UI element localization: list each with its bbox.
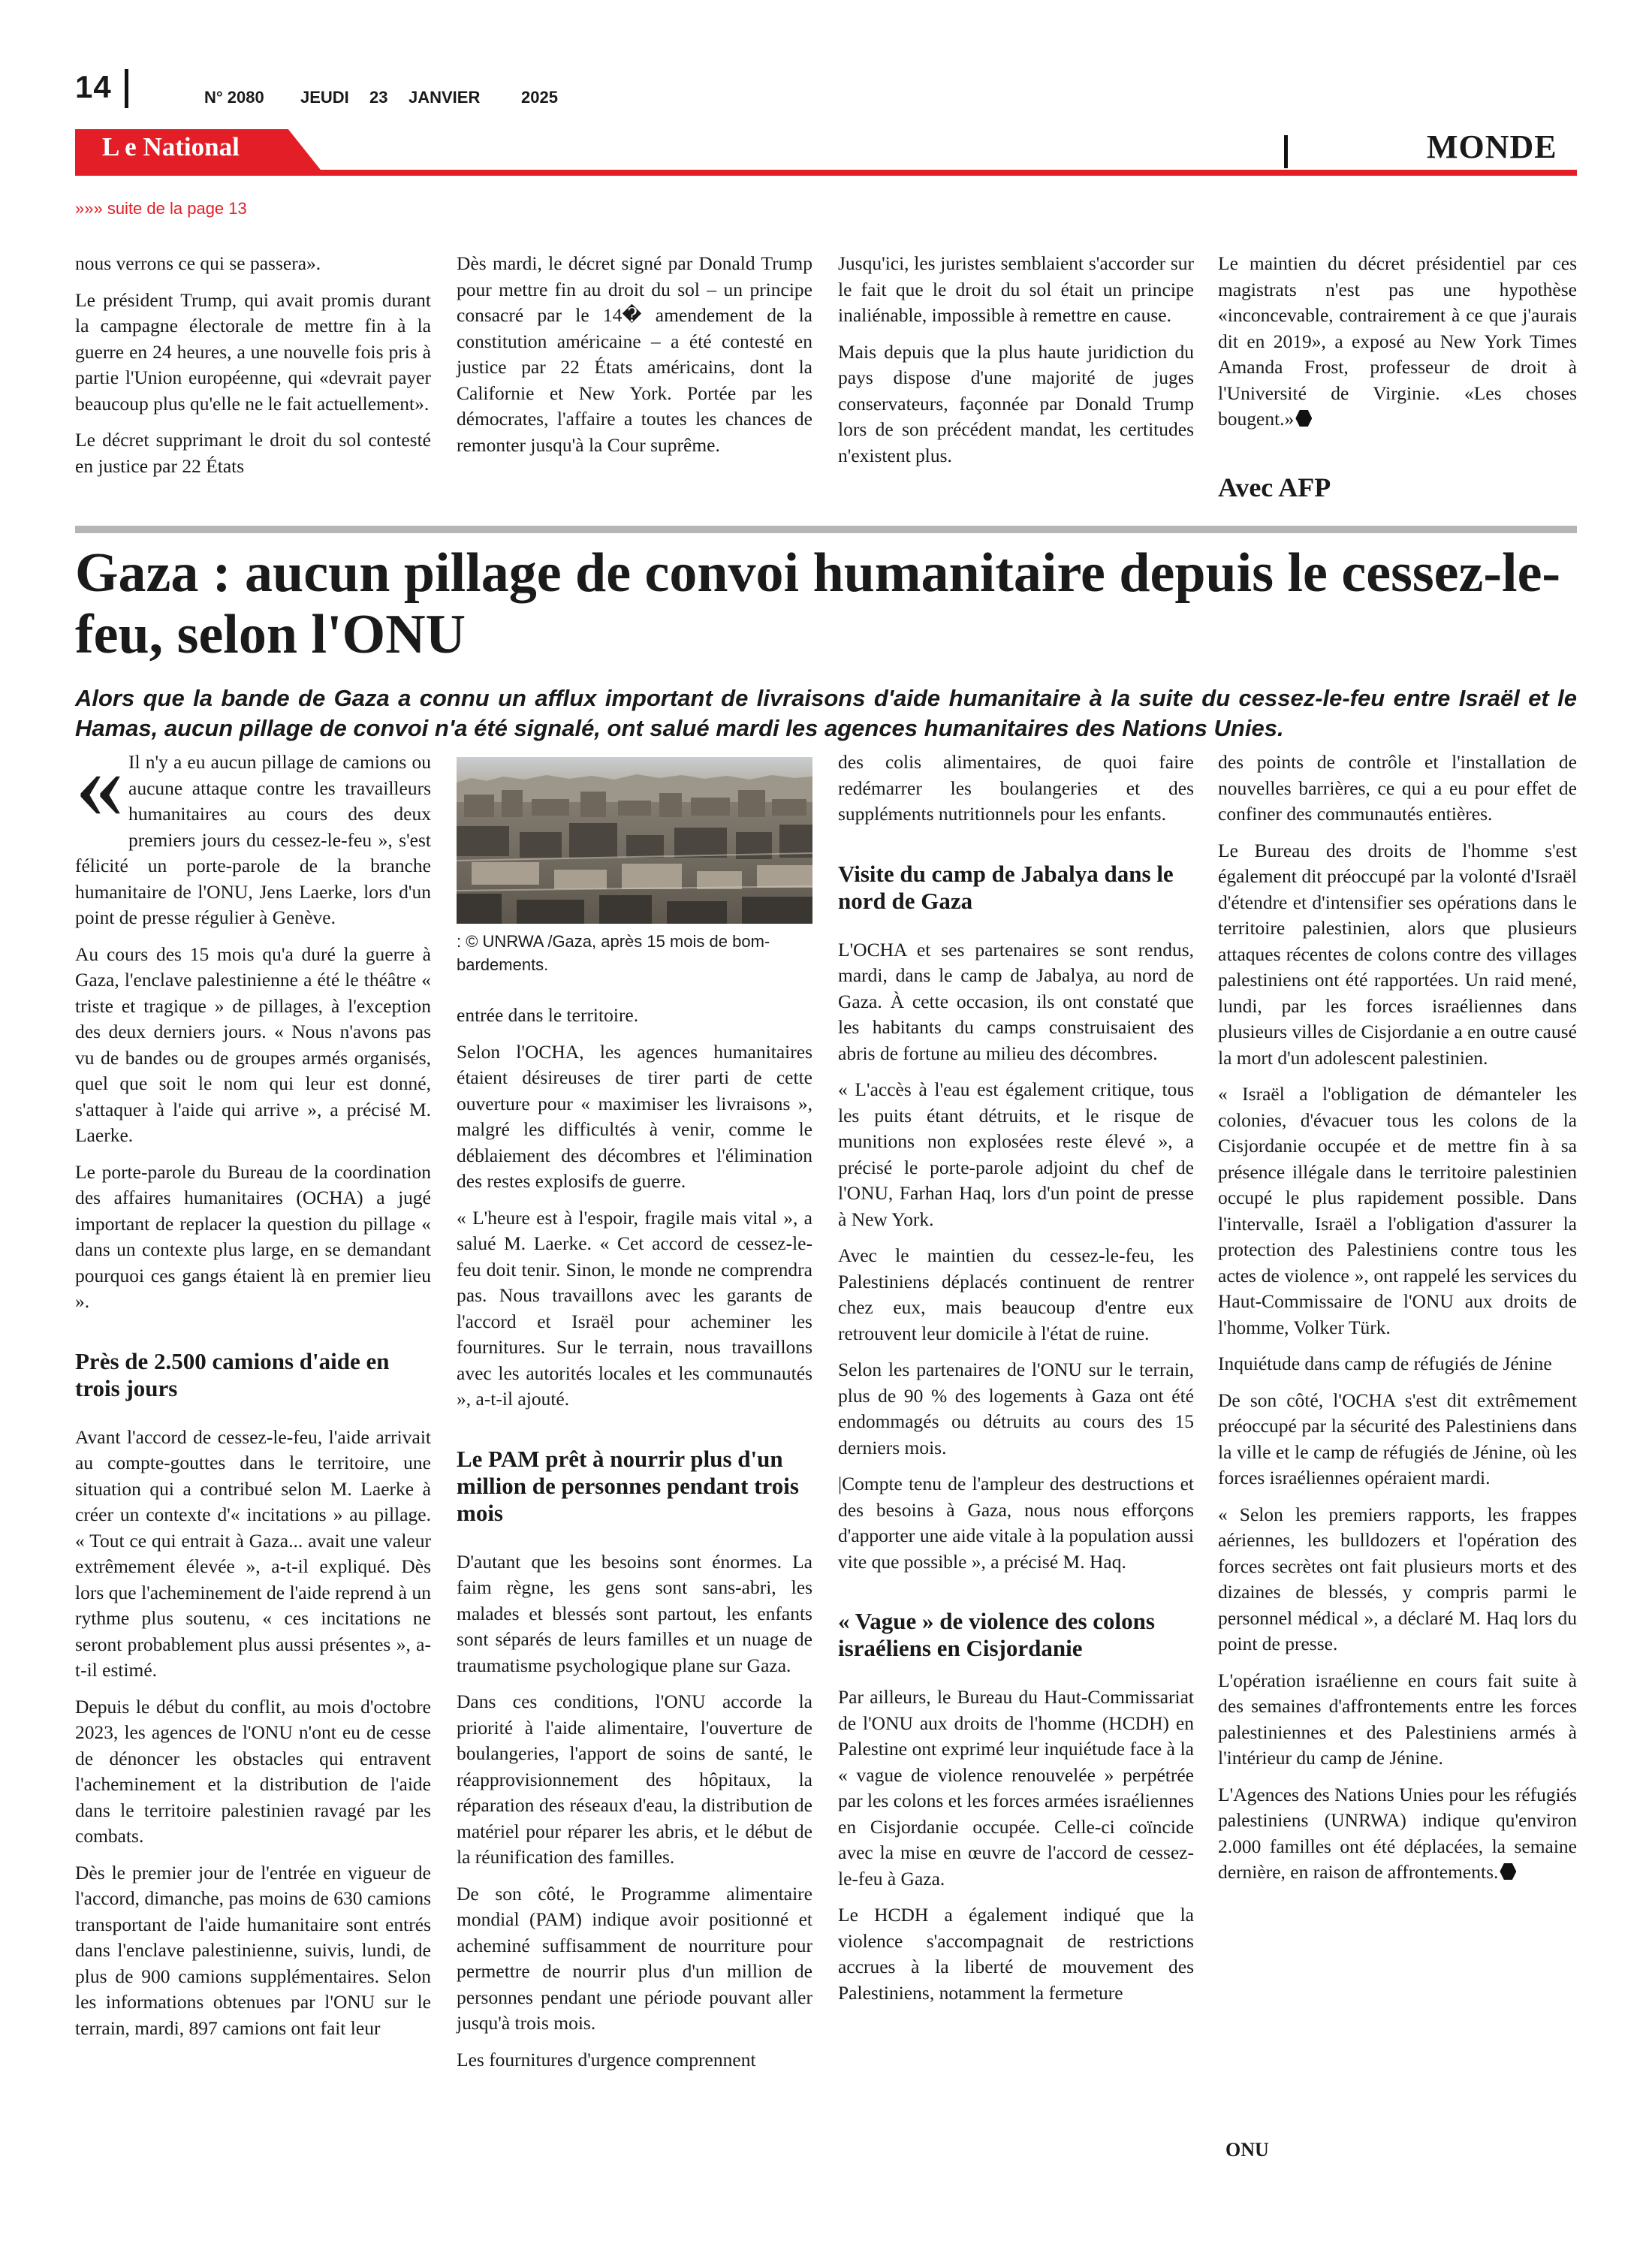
- paragraph: des colis alimentaires, de quoi faire redémarrer les boulangeries et des suppléments nutritionnels pour les enfants.: [838, 751, 1194, 825]
- paragraph: De son côté, l'OCHA s'est dit extrêmement préoccupé par la sécurité des Palestiniens dans la ville et le camp de réfugiés de Jénine, où les forces israéliennes opéraient mardi.: [1218, 1389, 1577, 1488]
- paragraph: Le président Trump, qui avait promis durant la campagne électorale de mettre fin à la guerre en 24 heures, a une nouvelle fois pris à partie l'Union européenne, qui «devrait payer beaucoup plus qu'elle ne le fait actuellement».: [75, 288, 431, 415]
- paragraph-text: Il n'y a eu aucun pillage de camions ou aucune attaque contre les travailleurs humanitaires au cours des deux premiers jours du cessez-le-feu », s'est félicité un porte-parole de la branche humanitaire de l'ONU, Jens Laerke, lors d'un point de presse régulier à Genève.: [75, 751, 431, 928]
- paragraph: « Israël a l'obligation de démanteler les colonies, d'évacuer tous les colons de la Cisjordanie occupée et de mettre fin à sa présence illégale dans le territoire palestinien occupé le plus rapidement possible. Dans l'intervalle, Israël a l'obligation d'assurer la protection des Palestiniens contre tous les actes de violence », ont rappelé les services du Haut-Commissaire de l'ONU aux droits de l'homme, Volker Türk.: [1218, 1083, 1577, 1338]
- article-separator: [75, 526, 1577, 533]
- continued-from-label: »»» suite de la page 13: [75, 199, 247, 218]
- issue-date-number: 23: [369, 88, 388, 107]
- paragraph: L'opération israélienne en cours fait suite à des semaines d'affrontements entre les forces palestiniennes et des Palestiniens armés à l'intérieur du camp de Jénine.: [1218, 1669, 1577, 1769]
- subheading: Visite du camp de Jabalya dans le nord de Gaza: [838, 860, 1174, 914]
- paragraph: Les fournitures d'urgence comprennent: [457, 2048, 756, 2071]
- end-of-article-icon: [1295, 410, 1312, 427]
- article-column-2: [457, 1003, 812, 2083]
- section-divider: [1284, 135, 1288, 168]
- brand-logo: L e National: [102, 132, 240, 161]
- paragraph: « Selon les premiers rapports, les frappes aériennes, les bulldozers et l'opération des forces secrètes ont fait plusieurs morts et des dizaines de blessés, y compris parmi le personnel médical », a déclaré M. Haq lors du point de presse.: [1218, 1503, 1577, 1654]
- page-number: 14: [75, 69, 112, 104]
- drop-quote: «: [75, 731, 124, 839]
- paragraph: Avant l'accord de cessez-le-feu, l'aide arrivait au compte-gouttes dans le territoire, une situation qui a contribué selon M. Laerke à créer un contexte d'« incitations » au pillage. « Tout ce qui entrait à Gaza... avait une valeur extrêmement élevée », a-t-il expliqué. Dès lors que l'acheminement de l'aide reprend à un rythme plus soutenu, « ces incitations ne seront probablement plus aussi présentes », a-t-il estimé.: [75, 1425, 431, 1681]
- header-rule: [75, 170, 1577, 176]
- paragraph: |Compte tenu de l'ampleur des destructions et des besoins à Gaza, nous nous efforçons d'apporter une aide vitale à la population aussi vite que possible », a précisé M. Haq.: [838, 1473, 1194, 1573]
- paragraph: D'autant que les besoins sont énormes. La faim règne, les gens sont sans-abri, les malades et blessés sont partout, les enfants sont séparés de leurs familles et un nuage de traumatisme psychologique plane sur Gaza.: [457, 1550, 812, 1676]
- paragraph: Depuis le début du conflit, au mois d'octobre 2023, les agences de l'ONU n'ont eu de cesse de dénoncer les obstacles qui entravent l'acheminement et la distribution de l'aide dans le territoire palestinien ravagé par les combats.: [75, 1695, 431, 1847]
- paragraph: Dans ces conditions, l'ONU accorde la priorité à l'aide alimentaire, l'ouverture de boulangeries, l'apport de soins de santé, le réapprovisionnement des hôpitaux, la réparation des réseaux d'eau, la distribution de matériel pour réparer les abris, et le début de la réunification des familles.: [457, 1691, 812, 1868]
- paragraph: Le décret supprimant le droit du sol contesté en justice par 22 États: [75, 429, 431, 477]
- paragraph: nous verrons ce qui se passera».: [75, 252, 321, 274]
- top-article-column-2: [457, 251, 812, 469]
- paragraph: De son côté, le Programme alimentaire mondial (PAM) indique avoir positionné et acheminé suffisamment de nourriture pour permettre de nourrir plus d'un million de personnes pendant une période pouvant aller jusqu'à trois mois.: [457, 1882, 812, 2034]
- end-of-article-icon: [1500, 1863, 1516, 1880]
- paragraph: Par ailleurs, le Bureau du Haut-Commissariat de l'ONU aux droits de l'homme (HCDH) en Palestine ont exprimé leur inquiétude face à la « vague de violence renouvelée » perpétrée par les colons et les forces armées israéliennes en Cisjordanie occupée. Celle-ci coïncide avec la mise en œuvre de l'accord de cessez-le-feu à Gaza.: [838, 1686, 1194, 1890]
- paragraph: Jusqu'ici, les juristes semblaient s'accorder sur le fait que le droit du sol était un principe inaliénable, impossible à remettre en cause.: [838, 252, 1194, 326]
- top-article-column-4: [1218, 251, 1577, 443]
- paragraph-text: Le maintien du décret présidentiel par ces magistrats n'est pas une hypothèse «inconcevable, contrairement à ce que j'aurais dit en 2019», a exposé au New York Times Amanda Frost, professeur de droit à l'Université de Virginie. «Les choses bougent.»: [1218, 252, 1577, 430]
- byline: Avec AFP: [1218, 472, 1331, 502]
- paragraph: [1218, 251, 1577, 433]
- subheading: Le PAM prêt à nourrir plus d'un million de personnes pendant trois mois: [457, 1445, 799, 1526]
- paragraph: Selon les partenaires de l'ONU sur le terrain, plus de 90 % des logements à Gaza ont été endommagés ou détruits au cours des 15 derniers mois.: [838, 1359, 1194, 1458]
- paragraph: Avec le maintien du cessez-le-feu, les Palestiniens déplacés continuent de rentrer chez eux, mais beaucoup d'entre eux retrouvent leur domicile à l'état de ruine.: [838, 1244, 1194, 1344]
- top-article-column-3: [838, 251, 1194, 479]
- paragraph: « L'heure est à l'espoir, fragile mais vital », a salué M. Laerke. « Cet accord de cessez-le-feu doit tenir. Sinon, le monde ne comprendra pas. Nous travaillons avec les garants de l'accord et Israël pour acheminer les fournitures. Sur le terrain, nous travaillons avec les autorités locales et les communautés », a-t-il ajouté.: [457, 1206, 812, 1410]
- paragraph: des points de contrôle et l'installation de nouvelles barrières, ce qui a eu pour effet de confiner des communautés entières.: [1218, 751, 1577, 825]
- issue-month: JANVIER: [408, 88, 481, 107]
- paragraph: « L'accès à l'eau est également critique, tous les puits étant détruits, et le risque de munitions non explosées reste élevé », a précisé le porte-parole adjoint du chef de l'ONU, Farhan Haq, lors d'un point de presse à New York.: [838, 1078, 1194, 1230]
- paragraph: Dès mardi, le décret signé par Donald Trump pour mettre fin au droit du sol – un principe consacré par le 14� amendement de la constitution américaine – a été contesté en justice par 22 États américains, dont la Californie et New York. Portée par les démocrates, l'affaire a toutes les chances de remonter jusqu'à la Cour suprême.: [457, 252, 812, 456]
- article-column-3: [838, 749, 1194, 2016]
- issue-year: 2025: [521, 88, 558, 107]
- paragraph: Au cours des 15 mois qu'a duré la guerre à Gaza, l'enclave palestinienne a été le théâtre « triste et tragique » de pillages, à l'exception des deux derniers jours. « Nous n'avons pas vu de bandes ou de groupes armés organisés, quel que soit le nom qui leur est donné, s'attaquer à l'aide qui arrive », a précisé M. Laerke.: [75, 943, 431, 1146]
- paragraph: Dès le premier jour de l'entrée en vigueur de l'accord, dimanche, pas moins de 630 camions transportant de l'aide humanitaire sont entrés dans l'enclave palestinienne, suivis, lundi, de plus de 900 camions supplémentaires. Selon les informations obtenues par l'ONU sur le terrain, mardi, 897 camions ont fait leur: [75, 1861, 431, 2039]
- source-agency: ONU: [1225, 2139, 1269, 2161]
- issue-day: JEUDI: [300, 88, 349, 107]
- subheading: Près de 2.500 camions d'aide en trois jours: [75, 1347, 390, 1401]
- paragraph: Le porte-parole du Bureau de la coordination des affaires humanitaires (OCHA) a jugé important de replacer la question du pillage « dans un contexte plus large, en se demandant pourquoi ces gangs étaient là en premier lieu ».: [75, 1160, 431, 1312]
- gaza-ruins-photo: [457, 757, 812, 924]
- section-title: MONDE: [1427, 128, 1557, 165]
- paragraph: Selon l'OCHA, les agences humanitaires étaient désireuses de tirer parti de cette ouverture pour « maximiser les livraisons », malgré les difficultés à venir, comme le déblaiement des décombres et l'élimination des restes explosifs de guerre.: [457, 1040, 812, 1192]
- top-article-column-1: [75, 251, 431, 490]
- paragraph: [75, 731, 431, 931]
- paragraph: Inquiétude dans camp de réfugiés de Jénine: [1218, 1353, 1552, 1374]
- photo-caption: : © UNRWA /Gaza, après 15 mois de bom-bardements.: [457, 932, 770, 974]
- subheading: « Vague » de violence des colons israéliens en Cisjordanie: [838, 1608, 1155, 1661]
- paragraph: [1218, 1782, 1577, 1886]
- article-deck: Alors que la bande de Gaza a connu un afflux important de livraisons d'aide humanitaire à la suite du cessez-le-feu entre Israël et le Hamas, aucun pillage de convoi n'a été signalé, ont salué mardi les agences humanitaires des Nations Unies.: [75, 685, 1577, 741]
- paragraph: Le HCDH a également indiqué que la violence s'accompagnait de restrictions accrues à la liberté de mouvement des Palestiniens, notamment la fermeture: [838, 1904, 1194, 2004]
- paragraph-text: L'Agences des Nations Unies pour les réfugiés palestiniens (UNRWA) indique qu'environ 2.000 familles ont été déplacées, la semaine dernière, en raison de affrontements.: [1218, 1783, 1577, 1883]
- paragraph: entrée dans le territoire.: [457, 1004, 639, 1026]
- paragraph: L'OCHA et ses partenaires se sont rendus, mardi, dans le camp de Jabalya, au nord de Gaza. À cette occasion, ils ont constaté que les habitants du camps construisaient des abris de fortune au milieu des décombres.: [838, 938, 1194, 1064]
- issue-number: N° 2080: [204, 88, 264, 107]
- page-number-divider: [125, 69, 128, 108]
- article-column-1: [75, 731, 431, 2052]
- paragraph: Le Bureau des droits de l'homme s'est également dit préoccupé par la volonté d'Israël d'étendre et d'intensifier ses opérations dans le territoire palestinien, alors que plusieurs attaques récentes de colons contre des villages palestiniens ont été rapportées. Un raid mené, lundi, par les forces israéliennes dans plusieurs villes de Cisjordanie a en outre causé la mort d'un adolescent palestinien.: [1218, 839, 1577, 1069]
- article-headline: Gaza : aucun pillage de convoi humanitaire depuis le cessez-le-feu, selon l'ONU: [75, 542, 1561, 665]
- paragraph: Mais depuis que la plus haute juridiction du pays dispose d'une majorité de juges conservateurs, façonnée par Donald Trump lors de son précédent mandat, les certitudes n'existent plus.: [838, 340, 1194, 466]
- article-column-4: [1218, 749, 1577, 1896]
